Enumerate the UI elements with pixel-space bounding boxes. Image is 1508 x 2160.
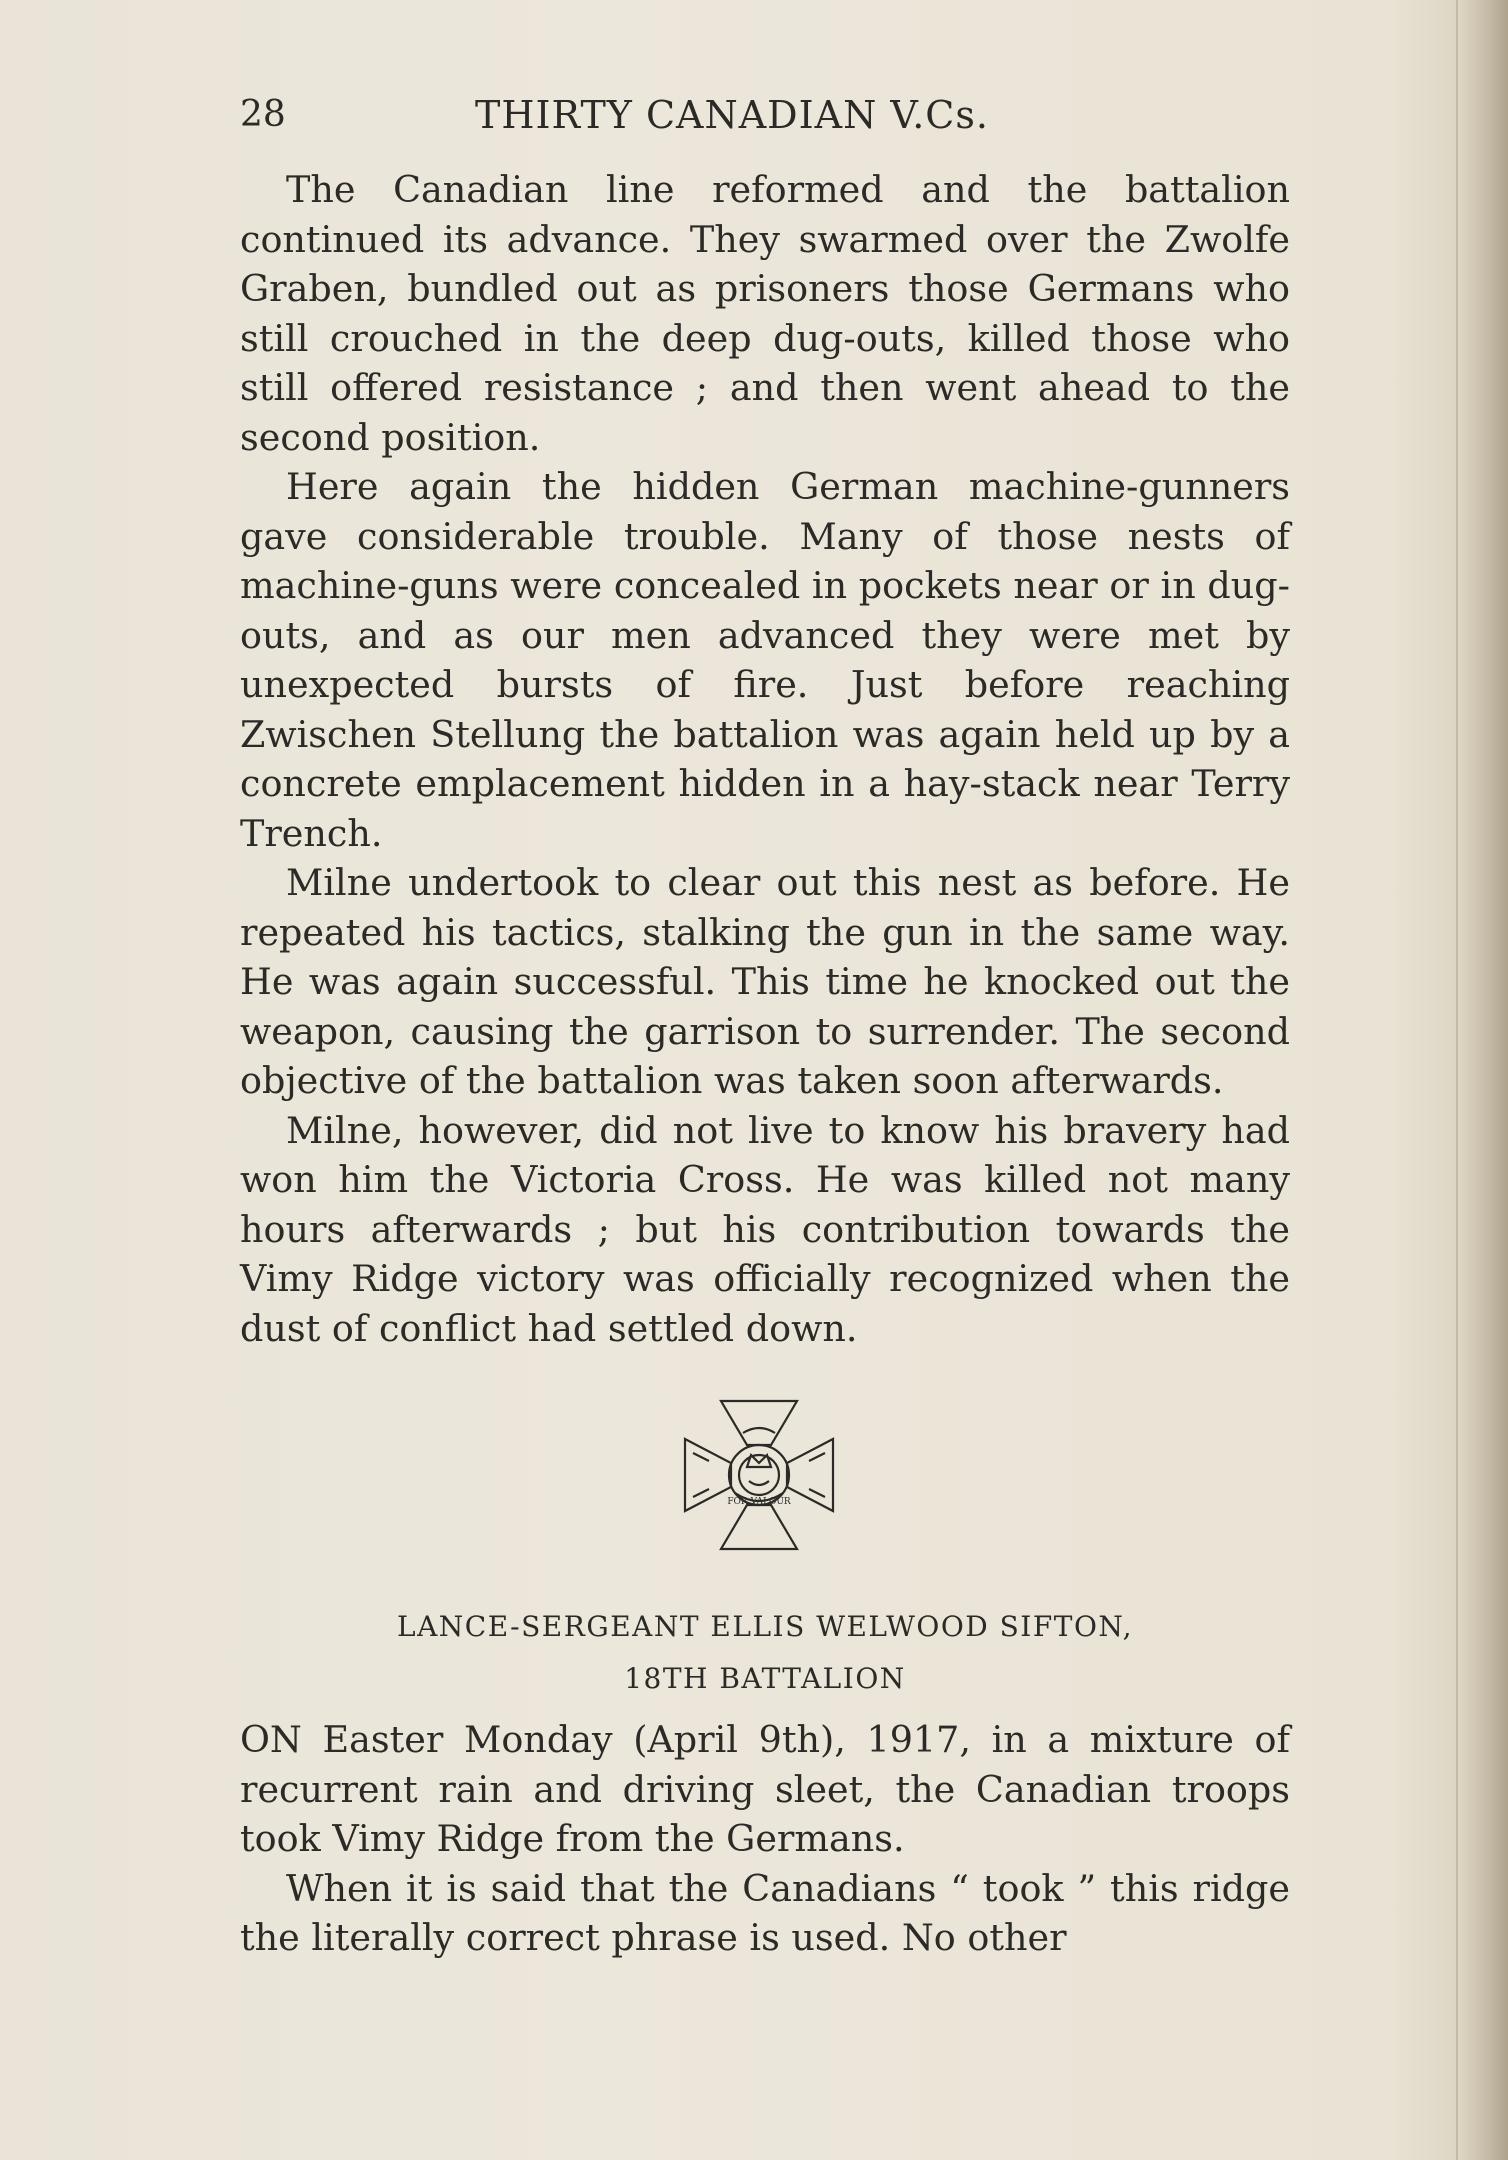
motto-text: FOR VALOUR <box>727 1497 791 1507</box>
heading-name: LANCE-SERGEANT ELLIS WELWOOD SIFTON, <box>396 1610 1134 1643</box>
paragraph: The Canadian line reformed and the battalion continued its advance. They swarmed over the Zwolfe Graben, bundled out as prisoners those Germans who still crouched in the deep dug-outs, killed those who still offered resistance ; and then went ahead to the second position. <box>240 168 1290 459</box>
text-block <box>240 85 1290 1963</box>
body-text <box>240 165 1290 1963</box>
page-number: 28 <box>240 94 286 135</box>
paragraph: Milne, however, did not live to know his bravery had won him the Victoria Cross. He was killed not many hours afterwards ; but his contribution towards the Vimy Ridge victory was officially recognized when the dust of conflict had settled down. <box>240 1108 1290 1350</box>
section-body <box>240 1715 1290 1963</box>
running-header <box>240 85 1290 145</box>
paragraph: Milne undertook to clear out this nest as before. He repeated his tactics, stalking the gun in the same way. He was again successful. This time he knocked out the weapon, causing the garrison to surrender. The second objective of the battalion was taken soon afterwards. <box>240 861 1290 1102</box>
section-heading <box>240 1601 1290 1705</box>
paragraph: Here again the hidden German machine-gunners gave considerable trouble. Many of those nests of machine-guns were concealed in pockets near or in dug-outs, and as our men advanced they were met by unexpected bursts of fire. Just before reaching Zwischen Stellung the battalion was again held up by a concrete emplacement hidden in a hay-stack near Terry Trench. <box>240 465 1290 855</box>
paragraph: When it is said that the Canadians “ took ” this ridge the literally correct phrase is used. No other <box>240 1866 1290 1959</box>
page-edge-line <box>1456 0 1458 2160</box>
page-gutter-shadow <box>1460 0 1508 2160</box>
running-title: THIRTY CANADIAN V.Cs. <box>475 93 989 137</box>
heading-battalion: 18TH BATTALION <box>624 1662 906 1695</box>
paragraph: ON Easter Monday (April 9th), 1917, in a mixture of recurrent rain and driving sleet, the Canadian troops took Vimy Ridge from the Germans. <box>240 1718 1290 1860</box>
victoria-cross-icon <box>679 1393 839 1553</box>
